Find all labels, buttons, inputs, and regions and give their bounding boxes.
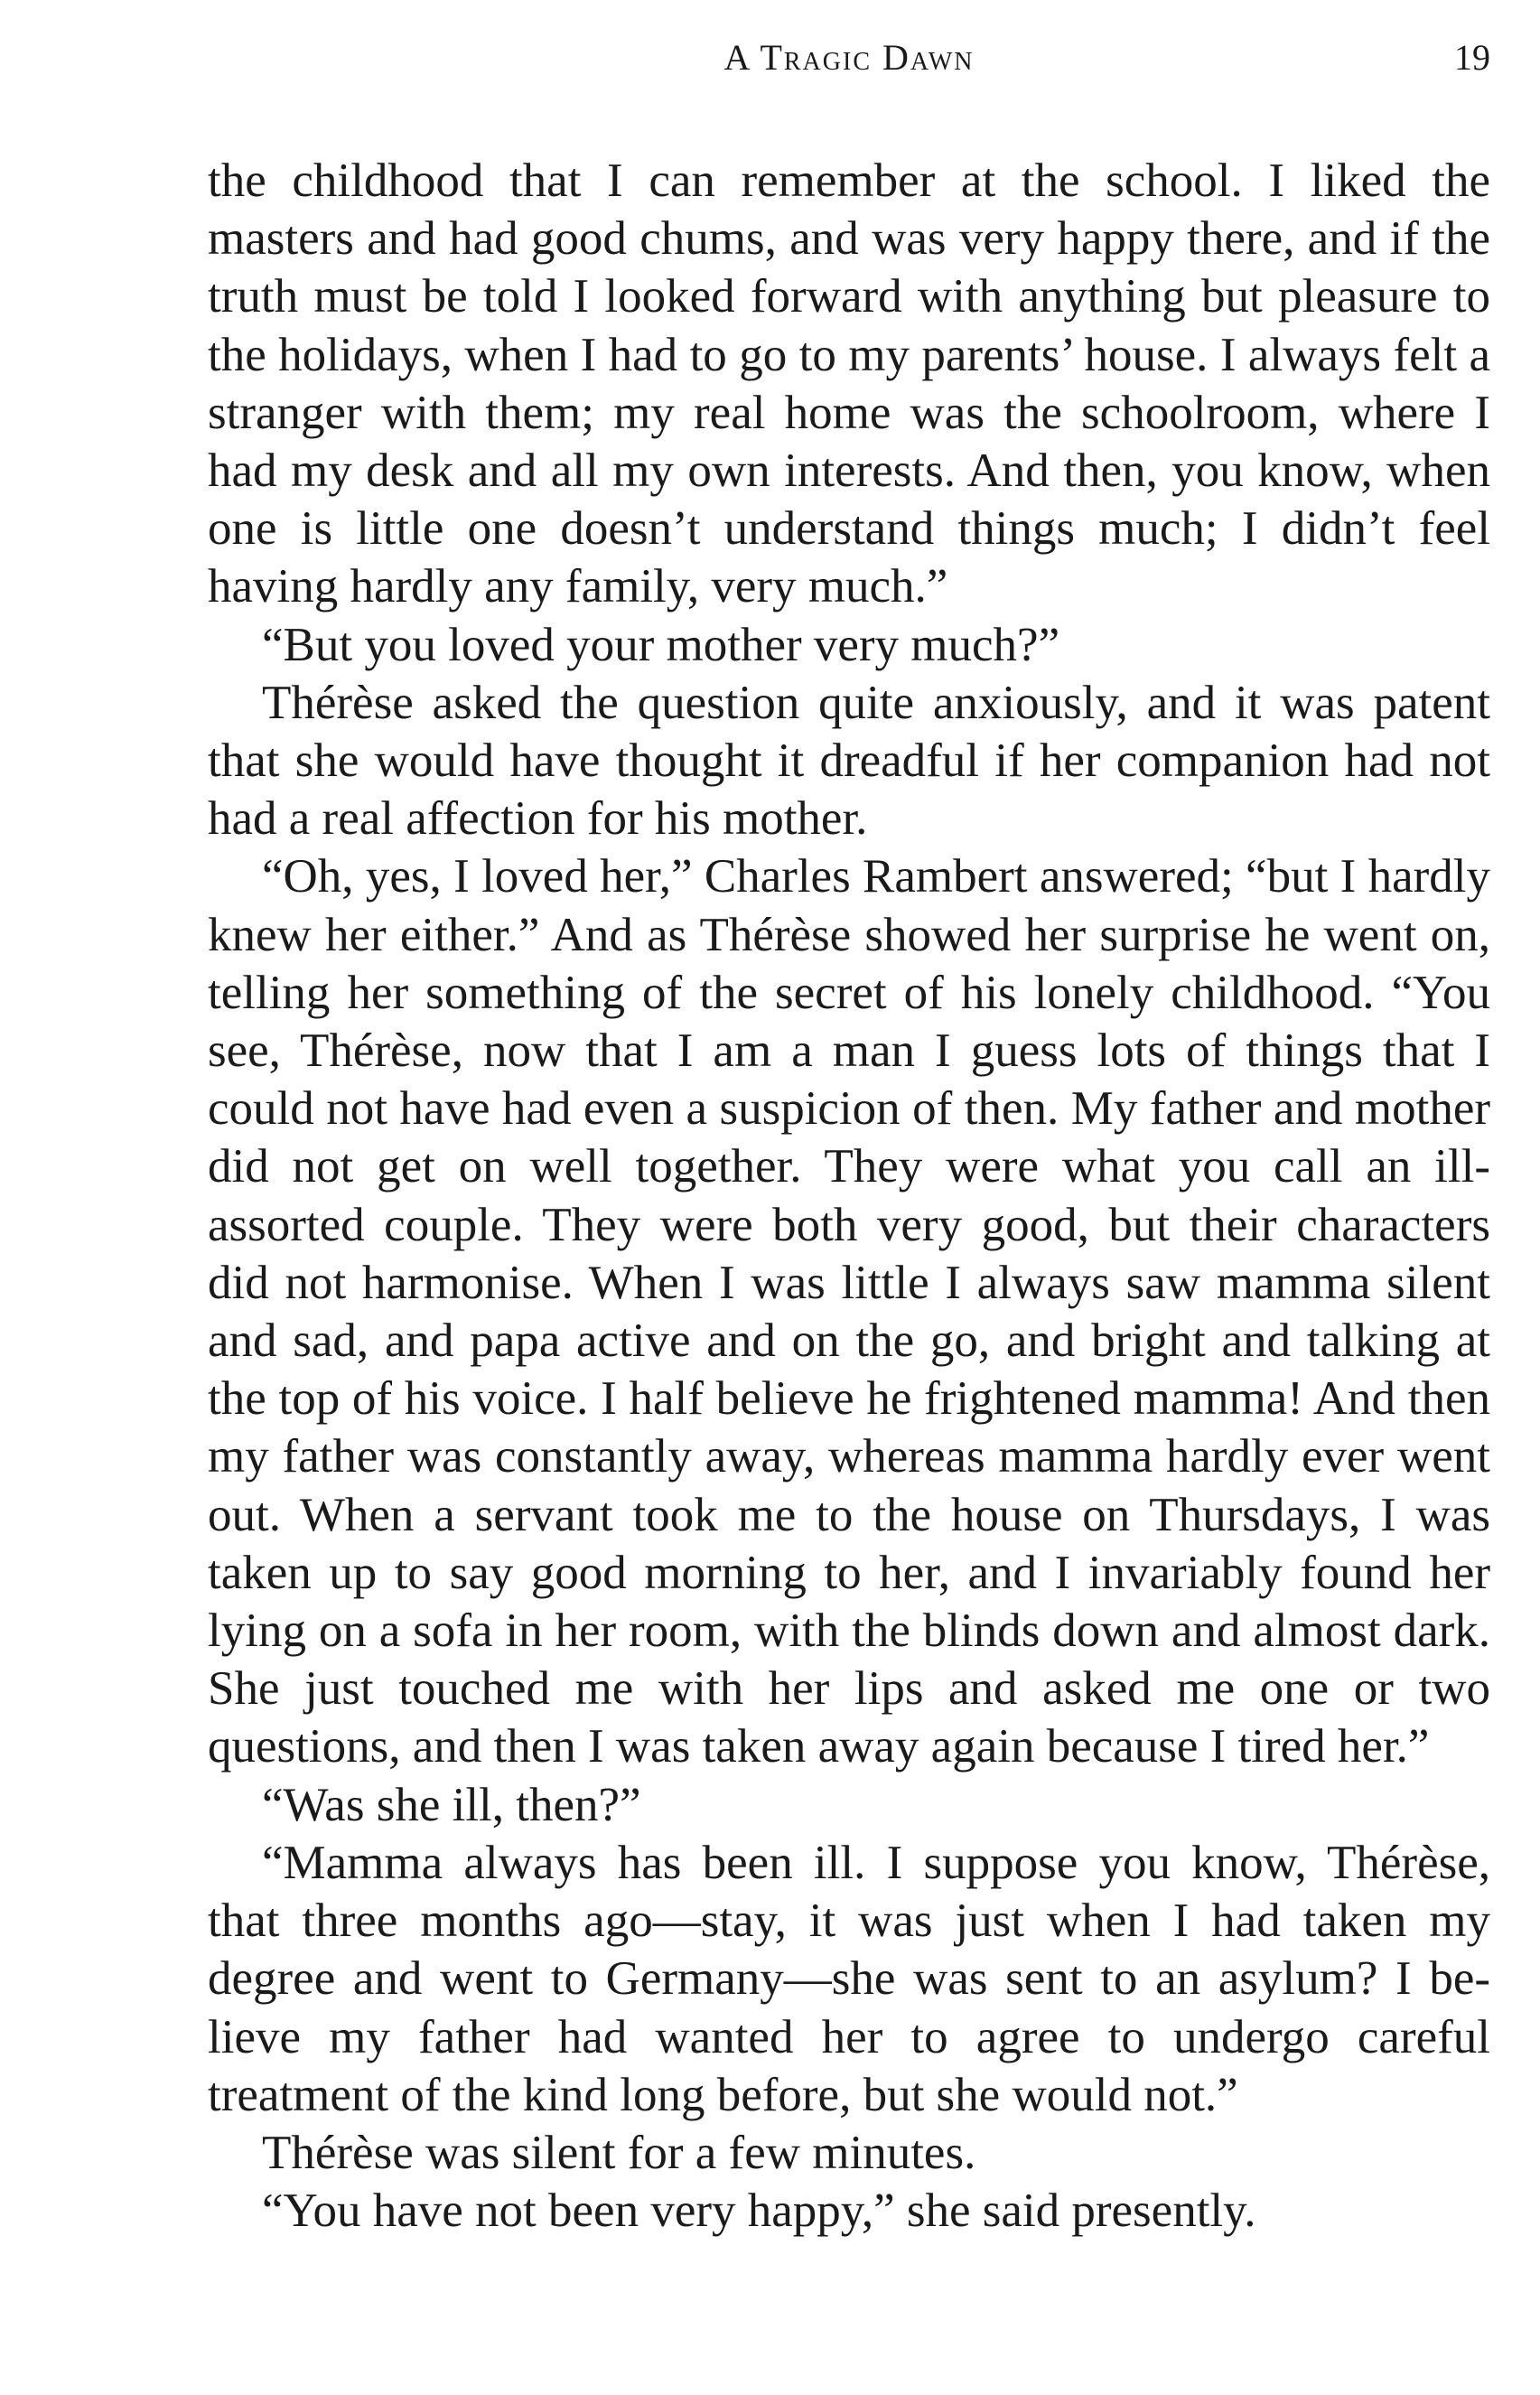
- page-number: 19: [1454, 37, 1490, 78]
- paragraph: “You have not been very happy,” she said presently.: [262, 2185, 1256, 2238]
- paragraph: Thérèse asked the question quite anxiously, and it was patent that she would have thought it dreadful if her companion had not had a real affection for his mother.: [208, 676, 1490, 846]
- paragraph: “Oh, yes, I loved her,” Charles Rambert answered; “but I hardly knew her either.” And as Thérèse showed her surprise he went on, telling her something of the secret of his lonely childhood. “You see, Thérèse, now that I am a man I guess lots of things that I could not have had even a suspicion of then. My father and mother did not get on well together. They were what you call an ill-assorted couple. They were both very good, but their characters did not harmonise. When I was little I always saw mamma silent and sad, and papa active and on the go, and bright and talking at the top of his voice. I half believe he frightened mamma! And then my father was constantly away, whereas mamma hardly ever went out. When a servant took me to the house on Thursdays, I was taken up to say good morning to her, and I invariably found her lying on a sofa in her room, with the blinds down and almost dark. She just touched me with her lips and asked me one or two questions, and then I was taken away again because I tired her.”: [208, 850, 1490, 1773]
- paragraph: “Was she ill, then?”: [262, 1778, 641, 1831]
- paragraph: “But you loved your mother very much?”: [262, 618, 1060, 671]
- paragraph: Thérèse was silent for a few minutes.: [262, 2126, 976, 2179]
- paragraph-continued: the childhood that I can remember at the school. I liked the masters and had good chums, and was very happy there, and if the truth must be told I looked forward with anything but pleasure to the holidays, when I had to go to my parents’ house. I always felt a stranger with them; my real home was the schoolroom, where I had my desk and all my own interests. And then, you know, when one is little one doesn’t understand things much; I didn’t feel having hardly any family, very much.”: [208, 154, 1490, 613]
- running-header: [208, 36, 1490, 90]
- paragraph: “Mamma always has been ill. I suppose you know, Thérèse, that three months ago—stay, it was just when I had taken my degree and went to Germany—she was sent to an asylum? I believe my father had wanted her to agree to undergo careful treatment of the kind long before, but she would not.”: [208, 1836, 1490, 2121]
- body-text: [208, 152, 1490, 2240]
- running-title: A Tragic Dawn: [723, 37, 975, 78]
